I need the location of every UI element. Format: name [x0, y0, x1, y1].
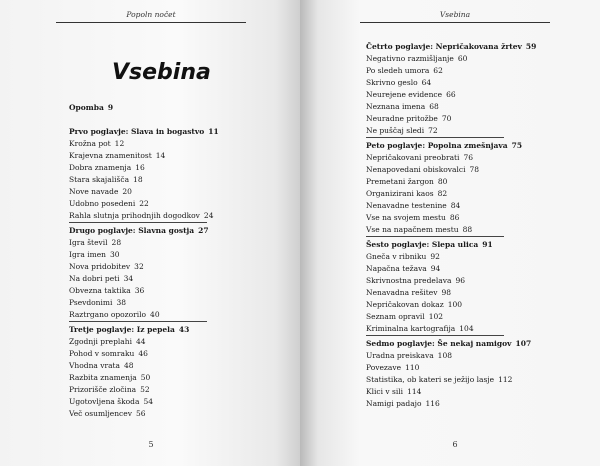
toc-entry-page: 114	[407, 387, 422, 396]
toc-entry	[366, 386, 536, 398]
toc-entry-title: Več osumljencev	[69, 409, 132, 418]
toc-entry	[69, 285, 219, 297]
toc-entry-title: Peto poglavje: Popolna zmešnjava	[366, 141, 508, 150]
toc-entry-page: 72	[428, 126, 438, 135]
toc-entry	[69, 237, 219, 249]
toc-entry-page: 54	[143, 397, 153, 406]
toc-entry	[69, 210, 219, 222]
toc-entry-title: Kriminalna kartografija	[366, 324, 456, 333]
toc-entry-title: Statistika, ob kateri se ježijo lasje	[366, 375, 495, 384]
toc-entry-page: 75	[511, 141, 523, 150]
toc-entry-title: Seznam opravil	[366, 312, 425, 321]
toc-chapter-heading	[69, 324, 219, 336]
toc-entry-title: Nepričakovan dokaz	[366, 300, 444, 309]
toc-entry-title: Sedmo poglavje: Še nekaj namigov	[366, 339, 512, 348]
toc-entry	[69, 408, 219, 420]
toc-entry-page: 107	[515, 339, 532, 348]
toc-entry-title: Krožna pot	[69, 139, 111, 148]
toc-entry	[366, 275, 536, 287]
toc-entry-title: Razbita znamenja	[69, 373, 137, 382]
toc-entry-title: Prvo poglavje: Slava in bogastvo	[69, 127, 205, 136]
right-page	[300, 0, 600, 466]
toc-entry	[69, 336, 219, 348]
toc-entry-page: 56	[135, 409, 146, 418]
toc-entry	[366, 287, 536, 299]
toc-entry-title: Organizirani kaos	[366, 189, 434, 198]
toc-entry-page: 96	[455, 276, 465, 285]
toc-entry	[69, 360, 219, 372]
toc-list	[69, 102, 219, 420]
toc-entry	[69, 162, 219, 174]
toc-entry-page: 27	[198, 226, 209, 235]
toc-entry	[366, 398, 536, 410]
toc-entry	[366, 65, 536, 77]
toc-entry-title: Napačna težava	[366, 264, 427, 273]
toc-entry-page: 62	[433, 66, 443, 75]
toc-entry	[366, 251, 536, 263]
toc-entry-title: Ugotovljena škoda	[69, 397, 140, 406]
toc-entry-page: 14	[155, 151, 166, 160]
toc-entry-page: 102	[428, 312, 444, 321]
page-number: 6	[452, 440, 458, 449]
toc-entry-page: 52	[140, 385, 150, 394]
toc-entry	[69, 174, 219, 186]
toc-entry-title: Nova pridobitev	[69, 262, 131, 271]
toc-entry	[366, 113, 536, 125]
header-rule	[56, 22, 246, 23]
toc-entry-title: Skrivnostna predelava	[366, 276, 452, 285]
toc-entry-title: Tretje poglavje: Iz pepela	[69, 325, 175, 334]
toc-entry	[366, 89, 536, 101]
toc-entry	[366, 350, 536, 362]
toc-entry-title: Pohod v somraku	[69, 349, 135, 358]
toc-entry-title: Uradna preiskava	[366, 351, 434, 360]
toc-entry-page: 43	[178, 325, 190, 334]
toc-entry-title: Skrivno geslo	[366, 78, 418, 87]
toc-entry-page: 59	[525, 42, 537, 51]
toc-entry-page: 112	[498, 375, 513, 384]
toc-chapter-heading	[366, 338, 536, 350]
toc-entry	[366, 362, 536, 374]
toc-entry-title: Gneča v ribniku	[366, 252, 427, 261]
toc-entry	[366, 188, 536, 200]
toc-entry-page: 34	[123, 274, 134, 283]
toc-entry-title: Na dobri peti	[69, 274, 120, 283]
toc-entry	[366, 176, 536, 188]
toc-entry-page: 66	[446, 90, 456, 99]
running-head: Vsebina	[439, 10, 471, 19]
toc-entry-page: 30	[109, 250, 120, 259]
toc-chapter-heading	[69, 126, 219, 138]
toc-entry-page: 76	[463, 153, 473, 162]
toc-entry-page: 86	[449, 213, 460, 222]
toc-entry-page: 50	[140, 373, 151, 382]
toc-entry	[366, 299, 536, 311]
running-head: Popoln nočet	[126, 10, 176, 19]
toc-entry-title: Ne puščaj sledi	[366, 126, 425, 135]
toc-entry-page: 80	[437, 177, 448, 186]
header-rule	[360, 22, 550, 23]
toc-entry-title: Neznana imena	[366, 102, 426, 111]
toc-entry-page: 22	[139, 199, 149, 208]
toc-entry-title: Klici v sili	[366, 387, 404, 396]
toc-entry	[366, 323, 536, 335]
toc-chapter-heading	[69, 225, 219, 237]
section-divider	[69, 321, 207, 322]
toc-entry-page: 94	[430, 264, 441, 273]
toc-entry-page: 108	[437, 351, 452, 360]
toc-entry-title: Psevdonimi	[69, 298, 113, 307]
toc-entry	[366, 164, 536, 176]
toc-entry	[69, 348, 219, 360]
toc-entry-page: 91	[482, 240, 493, 249]
toc-entry-page: 78	[469, 165, 480, 174]
toc-entry-title: Stara skajališča	[69, 175, 130, 184]
toc-entry-page: 88	[462, 225, 473, 234]
toc-entry	[69, 372, 219, 384]
page-number: 5	[148, 440, 154, 449]
toc-entry-title: Nepričakovani preobrati	[366, 153, 460, 162]
toc-entry-title: Rahla slutnja prihodnjih dogodkov	[69, 211, 200, 220]
toc-entry-title: Neurejene evidence	[366, 90, 443, 99]
toc-chapter-heading	[366, 140, 536, 152]
section-divider	[366, 335, 504, 336]
section-divider	[366, 236, 504, 237]
page-title: Vsebina	[112, 60, 211, 85]
toc-entry-title: Namigi padajo	[366, 399, 422, 408]
toc-entry-title: Raztrgano opozorilo	[69, 310, 147, 319]
toc-entry	[69, 297, 219, 309]
section-divider	[69, 222, 207, 223]
toc-entry-title: Nenavadne testenine	[366, 201, 447, 210]
toc-entry-page: 104	[459, 324, 474, 333]
toc-entry-page: 110	[405, 363, 420, 372]
toc-entry-page: 28	[111, 238, 122, 247]
toc-entry	[366, 263, 536, 275]
toc-entry	[69, 273, 219, 285]
toc-entry-title: Neuradne pritožbe	[366, 114, 438, 123]
toc-entry-title: Obvezna taktika	[69, 286, 131, 295]
toc-entry-page: 92	[430, 252, 440, 261]
toc-entry-page: 18	[133, 175, 143, 184]
toc-entry	[366, 101, 536, 113]
toc-entry	[69, 150, 219, 162]
toc-entry	[366, 212, 536, 224]
toc-entry-page: 11	[208, 127, 219, 136]
toc-entry-page: 12	[114, 139, 125, 148]
toc-entry	[366, 311, 536, 323]
toc-entry-page: 44	[136, 337, 146, 346]
toc-entry	[69, 261, 219, 273]
toc-entry-title: Nove navade	[69, 187, 119, 196]
toc-entry-page: 24	[203, 211, 214, 220]
toc-entry-title: Vse na svojem mestu	[366, 213, 446, 222]
toc-entry-title: Opomba	[69, 103, 104, 112]
toc-entry	[366, 200, 536, 212]
toc-entry-page: 70	[441, 114, 452, 123]
toc-entry-title: Nenapovedani obiskovalci	[366, 165, 466, 174]
toc-entry-title: Četrto poglavje: Nepričakovana žrtev	[366, 42, 522, 51]
toc-entry	[69, 249, 219, 261]
toc-entry-page: 116	[425, 399, 440, 408]
toc-entry	[69, 138, 219, 150]
toc-entry-page: 9	[107, 103, 114, 112]
toc-entry-page: 20	[122, 187, 132, 196]
toc-entry	[366, 125, 536, 137]
toc-entry-page: 16	[135, 163, 145, 172]
toc-entry-title: Drugo poglavje: Slavna gostja	[69, 226, 195, 235]
toc-entry-page: 100	[447, 300, 463, 309]
toc-entry-title: Udobno posedeni	[69, 199, 136, 208]
toc-list	[366, 41, 536, 410]
toc-entry-title: Igra imen	[69, 250, 106, 259]
toc-entry-title: Negativno razmišljanje	[366, 54, 454, 63]
toc-entry-page: 48	[124, 361, 134, 370]
toc-entry-title: Šesto poglavje: Slepa ulica	[366, 240, 479, 249]
toc-entry-page: 38	[116, 298, 126, 307]
toc-entry-page: 60	[457, 54, 468, 63]
toc-entry-page: 82	[437, 189, 448, 198]
toc-chapter-heading	[69, 102, 219, 114]
section-divider	[366, 137, 504, 138]
toc-entry	[366, 152, 536, 164]
toc-entry-page: 46	[138, 349, 148, 358]
toc-entry-title: Prizorišče zločina	[69, 385, 137, 394]
toc-entry-title: Zgodnji preplahi	[69, 337, 132, 346]
toc-chapter-heading	[366, 41, 536, 53]
toc-entry-title: Vse na napačnem mestu	[366, 225, 459, 234]
toc-entry-title: Krajevna znamenitost	[69, 151, 152, 160]
toc-entry	[69, 198, 219, 210]
toc-entry-title: Vhodna vrata	[69, 361, 121, 370]
toc-entry	[69, 396, 219, 408]
toc-entry	[69, 186, 219, 198]
toc-entry	[69, 309, 219, 321]
toc-entry-page: 32	[134, 262, 144, 271]
toc-entry	[366, 53, 536, 65]
toc-chapter-heading	[366, 239, 536, 251]
toc-entry-page: 68	[429, 102, 439, 111]
toc-entry-title: Po sledeh umora	[366, 66, 430, 75]
toc-entry-title: Igra števil	[69, 238, 108, 247]
toc-entry-page: 40	[150, 310, 160, 319]
toc-entry-page: 36	[134, 286, 145, 295]
toc-entry-title: Dobra znamenja	[69, 163, 132, 172]
toc-entry-title: Povezave	[366, 363, 402, 372]
toc-entry	[366, 77, 536, 89]
toc-entry	[366, 374, 536, 386]
toc-entry-page: 84	[450, 201, 461, 210]
toc-spacer	[69, 114, 219, 126]
toc-entry	[69, 384, 219, 396]
toc-entry-title: Nenavadna rešitev	[366, 288, 438, 297]
toc-entry	[366, 224, 536, 236]
toc-entry-title: Premetani žargon	[366, 177, 434, 186]
toc-entry-page: 64	[421, 78, 432, 87]
toc-entry-page: 98	[441, 288, 452, 297]
